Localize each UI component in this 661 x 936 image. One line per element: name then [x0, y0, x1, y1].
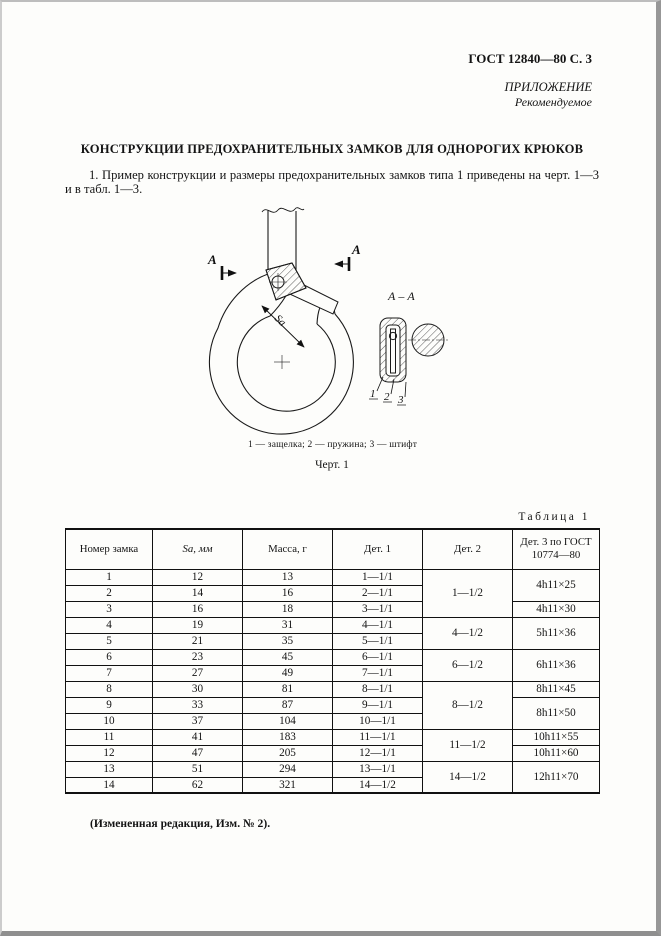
table-cell: 47	[153, 745, 243, 761]
table-cell: 4h11×25	[513, 569, 600, 601]
table-cell: 21	[153, 633, 243, 649]
table-row	[66, 761, 600, 777]
dimension-label: Sа	[271, 312, 289, 329]
table-cell: 10h11×55	[513, 729, 600, 745]
table-row	[66, 601, 600, 617]
table-cell: 14—1/2	[423, 761, 513, 793]
table-cell: 7—1/1	[333, 665, 423, 681]
col-header-det2: Дет. 2	[423, 529, 513, 569]
table-cell: 205	[243, 745, 333, 761]
table-cell: 1—1/1	[333, 569, 423, 585]
hook-drawing	[170, 200, 482, 440]
table-cell: 8—1/2	[423, 681, 513, 729]
table-cell: 30	[153, 681, 243, 697]
table-cell: 4h11×30	[513, 601, 600, 617]
table-cell: 8	[66, 681, 153, 697]
table-cell: 87	[243, 697, 333, 713]
table-cell: 6	[66, 649, 153, 665]
table-cell: 6h11×36	[513, 649, 600, 681]
table-cell: 10h11×60	[513, 745, 600, 761]
table-row	[66, 745, 600, 761]
table-cell: 8—1/1	[333, 681, 423, 697]
part-label-3: 3	[398, 394, 404, 406]
table-cell: 2	[66, 585, 153, 601]
table-cell: 11—1/1	[333, 729, 423, 745]
table-cell: 31	[243, 617, 333, 633]
table-cell: 16	[243, 585, 333, 601]
table-row	[66, 697, 600, 713]
table-cell: 45	[243, 649, 333, 665]
table-cell: 5—1/1	[333, 633, 423, 649]
section-view	[380, 289, 448, 382]
table-cell: 62	[153, 777, 243, 793]
table-cell: 18	[243, 601, 333, 617]
table-cell: 35	[243, 633, 333, 649]
table-cell: 294	[243, 761, 333, 777]
table-header-row	[66, 529, 600, 569]
table-cell: 12	[66, 745, 153, 761]
table-cell: 4	[66, 617, 153, 633]
table-cell: 8h11×50	[513, 697, 600, 729]
dimension-sa	[262, 306, 304, 347]
dimension-line	[262, 306, 304, 347]
section-view-label: А – А	[388, 289, 415, 303]
pin-cross-section	[391, 329, 396, 373]
table-cell: 41	[153, 729, 243, 745]
col-header-mass: Масса, г	[243, 529, 333, 569]
col-header-det3: Дет. 3 по ГОСТ 10774—80	[513, 529, 600, 569]
table-cell: 3—1/1	[333, 601, 423, 617]
table-cell: 14	[153, 585, 243, 601]
table-row	[66, 681, 600, 697]
table-cell: 16	[153, 601, 243, 617]
table-cell: 12	[153, 569, 243, 585]
table-cell: 4—1/2	[423, 617, 513, 649]
table-row	[66, 729, 600, 745]
table-cell: 9—1/1	[333, 697, 423, 713]
table-cell: 51	[153, 761, 243, 777]
table-cell: 8h11×45	[513, 681, 600, 697]
table-cell: 11	[66, 729, 153, 745]
appendix-type: Рекомендуемое	[514, 95, 592, 109]
table-cell: 7	[66, 665, 153, 681]
table-cell: 13	[243, 569, 333, 585]
table-cell: 5h11×36	[513, 617, 600, 649]
table-row	[66, 649, 600, 665]
doc-reference: ГОСТ 12840—80 С. 3	[468, 51, 592, 66]
table-cell: 6—1/1	[333, 649, 423, 665]
table-cell: 23	[153, 649, 243, 665]
col-header-det1: Дет. 1	[333, 529, 423, 569]
table-cell: 11—1/2	[423, 729, 513, 761]
table-cell: 14—1/2	[333, 777, 423, 793]
table-cell: 1	[66, 569, 153, 585]
table-cell: 12—1/1	[333, 745, 423, 761]
table-cell: 19	[153, 617, 243, 633]
section-label-left: А	[208, 252, 217, 267]
footer-note: (Измененная редакция, Изм. № 2).	[90, 817, 271, 830]
table-cell: 321	[243, 777, 333, 793]
col-header-lock-number: Номер замка	[66, 529, 153, 569]
table-cell: 49	[243, 665, 333, 681]
figure-caption: 1 — защелка; 2 — пружина; 3 — штифт	[248, 440, 418, 450]
parts-table	[65, 528, 600, 794]
table-cell: 13	[66, 761, 153, 777]
appendix-label: ПРИЛОЖЕНИЕ	[504, 80, 592, 94]
col-header-s-mm: Sа, мм	[153, 529, 243, 569]
table-cell: 10—1/1	[333, 713, 423, 729]
table-cell: 81	[243, 681, 333, 697]
part-label-2: 2	[384, 391, 390, 403]
table-cell: 13—1/1	[333, 761, 423, 777]
table-cell: 183	[243, 729, 333, 745]
table-cell: 1—1/2	[423, 569, 513, 617]
table-row	[66, 569, 600, 585]
table-cell: 3	[66, 601, 153, 617]
table-cell: 104	[243, 713, 333, 729]
page-title: КОНСТРУКЦИИ ПРЕДОХРАНИТЕЛЬНЫХ ЗАМКОВ ДЛЯ ОДНОРОГИХ КРЮКОВ	[80, 142, 584, 156]
table-cell: 33	[153, 697, 243, 713]
section-label-right: А	[352, 242, 361, 257]
table-cell: 37	[153, 713, 243, 729]
table-cell: 14	[66, 777, 153, 793]
table-cell: 27	[153, 665, 243, 681]
table-cell: 4—1/1	[333, 617, 423, 633]
figure-label: Черт. 1	[315, 459, 349, 471]
table-cell: 9	[66, 697, 153, 713]
table-label: Таблица 1	[518, 511, 590, 523]
part-label-1: 1	[370, 388, 376, 400]
table-cell: 2—1/1	[333, 585, 423, 601]
table-cell: 5	[66, 633, 153, 649]
table-row	[66, 617, 600, 633]
table-cell: 10	[66, 713, 153, 729]
table-body	[66, 569, 600, 793]
intro-paragraph: 1. Пример конструкции и размеры предохранительных замков типа 1 приведены на черт. 1—3 и в табл. 1—3.	[65, 168, 599, 197]
table-cell: 6—1/2	[423, 649, 513, 681]
latch	[266, 263, 338, 314]
table-cell: 12h11×70	[513, 761, 600, 793]
